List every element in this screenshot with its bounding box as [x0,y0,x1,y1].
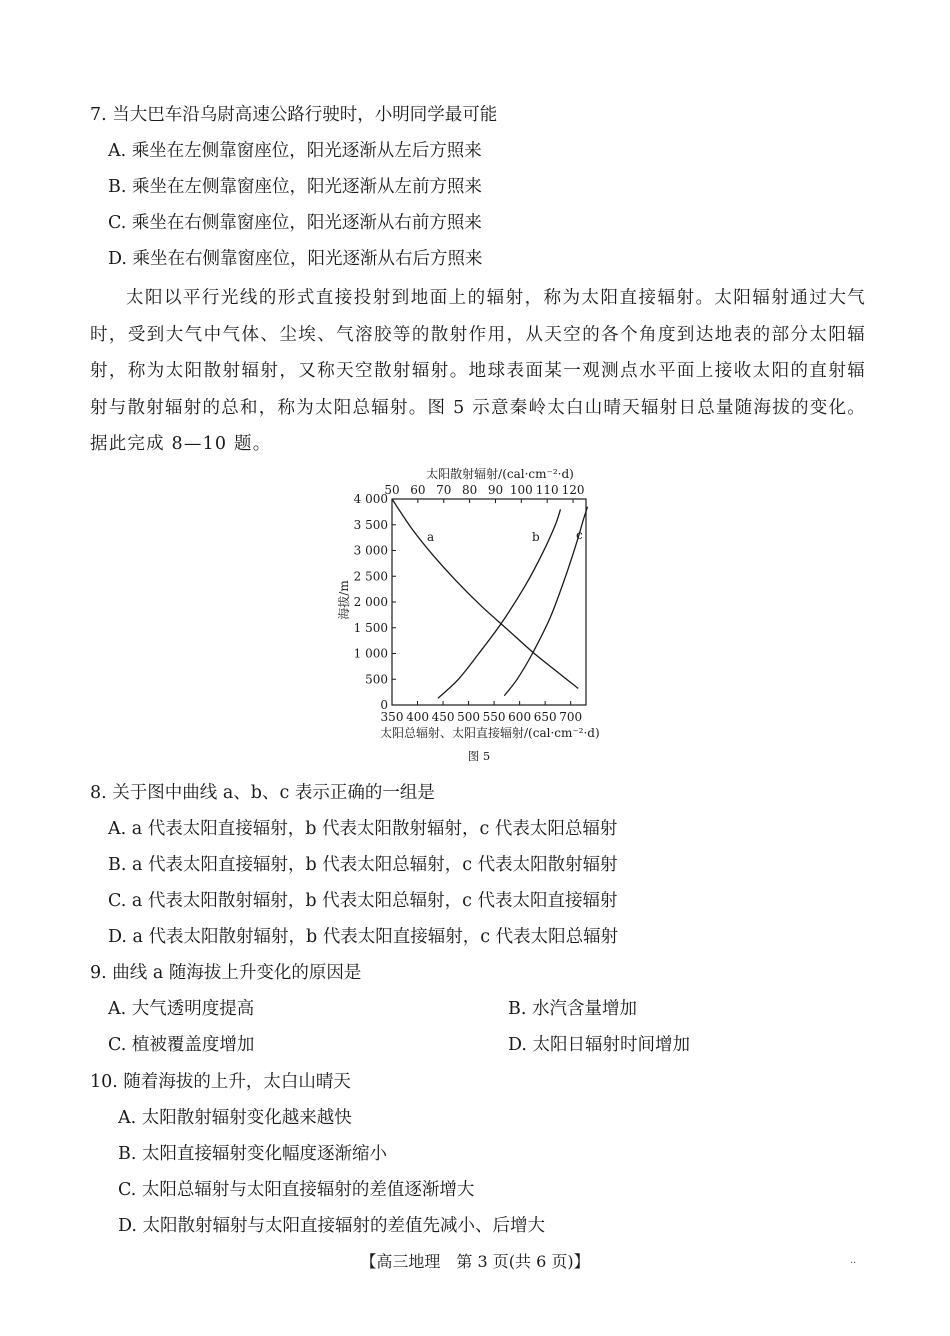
q8-stem: 8. 关于图中曲线 a、b、c 表示正确的一组是 [90,783,435,803]
series-line-b [438,509,561,698]
q8-option-a: A. a 代表太阳直接辐射，b 代表太阳散射辐射，c 代表太阳总辐射 [108,819,618,839]
bottom-tick-label: 500 [457,710,481,724]
y-tick-label: 1 000 [353,646,388,661]
top-axis [384,483,584,503]
bottom-tick-label: 400 [406,710,429,724]
q10-option-a: A. 太阳散射辐射变化越来越快 [118,1108,352,1128]
q8-option-b: B. a 代表太阳直接辐射，b 代表太阳总辐射，c 代表太阳散射辐射 [108,855,618,875]
q8-option-c: C. a 代表太阳散射辐射，b 代表太阳总辐射，c 代表太阳直接辐射 [108,891,618,911]
passage [90,280,866,463]
top-tick-label: 60 [410,483,426,497]
q10-option-d: D. 太阳散射辐射与太阳直接辐射的差值先减小、后增大 [118,1216,546,1236]
y-tick-label: 500 [365,672,388,687]
y-tick-label: 3 500 [353,517,388,532]
top-tick-label: 70 [436,483,452,497]
figure-caption: 图 5 [467,749,491,763]
figure-5-chart [337,462,620,768]
y-tick-label: 1 500 [353,620,388,635]
q9-stem: 9. 曲线 a 随海拔上升变化的原因是 [90,963,362,983]
bottom-tick-label: 600 [508,710,532,724]
q9-option-a: A. 大气透明度提高 [108,999,255,1019]
q10-option-b: B. 太阳直接辐射变化幅度逐渐缩小 [118,1144,387,1164]
curve-label-a: a [427,530,435,544]
q7-option-c: C. 乘坐在右侧靠窗座位，阳光逐渐从右前方照来 [108,213,482,233]
bottom-tick-label: 700 [559,710,583,724]
top-tick-label: 120 [561,483,585,497]
y-axis [354,492,396,712]
q7-option-b: B. 乘坐在左侧靠窗座位，阳光逐渐从左前方照来 [108,177,482,197]
bottom-axis-label: 太阳总辐射、太阳直接辐射/(cal·cm⁻²·d) [380,726,600,740]
y-tick-label: 3 000 [353,543,388,558]
q10-option-c: C. 太阳总辐射与太阳直接辐射的差值逐渐增大 [118,1180,475,1200]
y-tick-label: 2 500 [353,569,388,584]
bottom-tick-label: 350 [380,710,404,724]
series-layer [392,499,588,698]
y-tick-label: 4 000 [353,492,388,506]
top-tick-label: 50 [384,483,400,497]
top-tick-label: 110 [535,483,559,497]
y-tick-label: 2 000 [353,595,388,609]
bottom-tick-label: 550 [482,710,506,724]
top-tick-label: 90 [487,483,504,497]
q9-option-c: C. 植被覆盖度增加 [108,1035,255,1055]
series-line-a [392,499,578,689]
top-tick-label: 100 [509,483,533,497]
q8-option-d: D. a 代表太阳散射辐射，b 代表太阳直接辐射，c 代表太阳总辐射 [108,927,619,947]
bottom-tick-label: 450 [431,710,455,724]
page-footer: 【高三地理 第 3 页(共 6 页)】 [360,1252,590,1271]
q7-stem: 7. 当大巴车沿乌尉高速公路行驶时，小明同学最可能 [90,105,498,125]
q9-option-b: B. 水汽含量增加 [508,999,637,1019]
y-tick-label: 0 [380,698,388,712]
passage-text: 太阳以平行光线的形式直接投射到地面上的辐射，称为太阳直接辐射。太阳辐射通过大气时，受到大气中气体、尘埃、气溶胶等的散射作用，从天空的各个角度到达地表的部分太阳辐射，称为太阳散射辐射，又称天空散射辐射。地球表面某一观测点水平面上接收太阳的直射辐射与散射辐射的总和，称为太阳总辐射。图 5 示意秦岭太白山晴天辐射日总量随海拔的变化。据此完成 8—10 题。 [90,288,866,454]
y-axis-label: 海拔/m [337,580,351,620]
top-tick-label: 80 [461,483,478,497]
curve-label-c: c [576,528,583,542]
q10-stem: 10. 随着海拔的上升，太白山晴天 [90,1072,351,1092]
curve-label-b: b [532,530,540,544]
corner-mark: ·· [850,1258,857,1269]
top-axis-label: 太阳散射辐射/(cal·cm⁻²·d) [426,467,574,481]
bottom-tick-label: 650 [533,710,557,724]
q7-option-a: A. 乘坐在左侧靠窗座位，阳光逐渐从左后方照来 [108,141,482,161]
q7-option-d: D. 乘坐在右侧靠窗座位，阳光逐渐从右后方照来 [108,249,483,269]
q9-option-d: D. 太阳日辐射时间增加 [508,1035,691,1055]
